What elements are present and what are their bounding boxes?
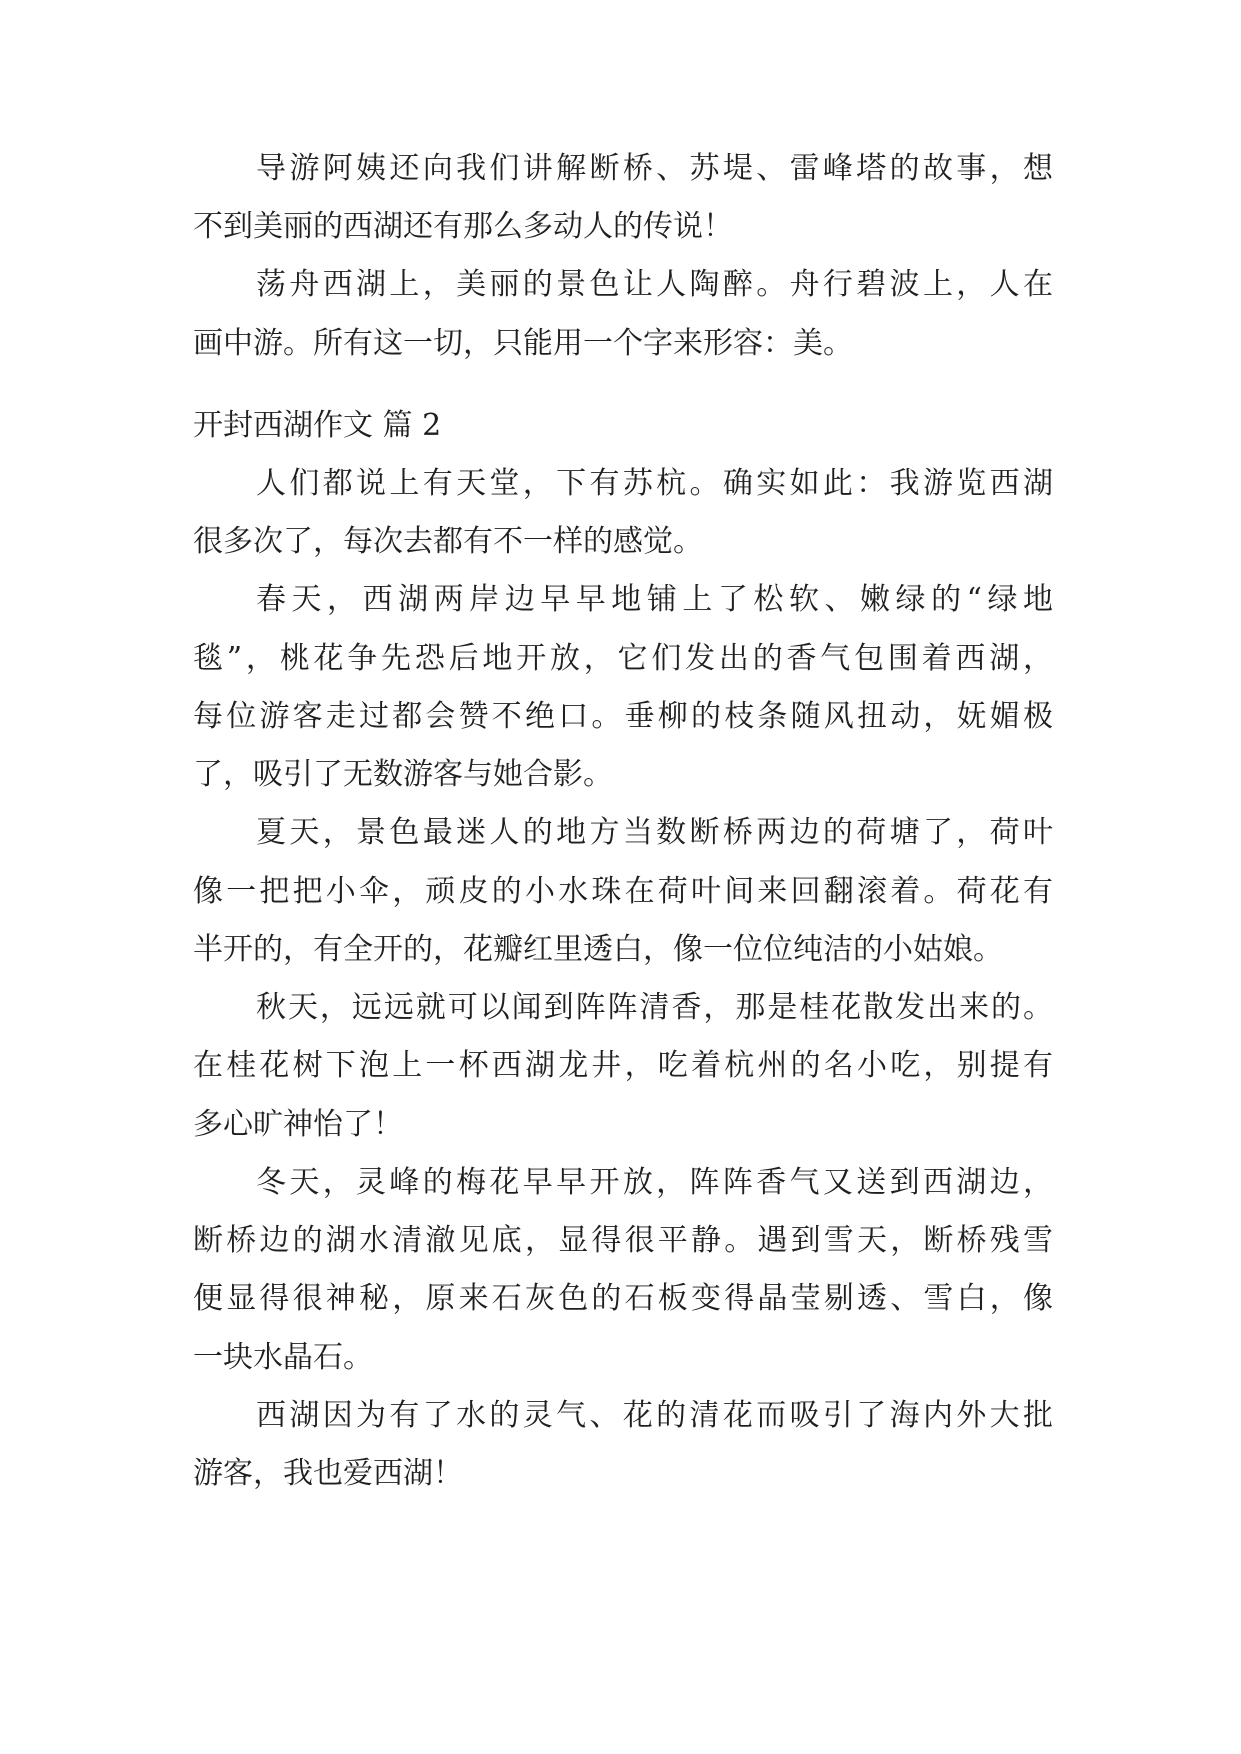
paragraph-line: 秋天，远远就可以闻到阵阵清香，那是桂花散发出来的。 xyxy=(256,990,1053,1025)
paragraph-line: 人们都说上有天堂，下有苏杭。确实如此：我游览西湖 xyxy=(256,466,1053,501)
paragraph-line: 导游阿姨还向我们讲解断桥、苏堤、雷峰塔的故事，想 xyxy=(256,151,1053,186)
paragraph-line: 一块水晶石。 xyxy=(193,1340,373,1375)
paragraph-line: 游客，我也爱西湖！ xyxy=(193,1456,463,1491)
paragraph-line: 在桂花树下泡上一杯西湖龙井，吃着杭州的名小吃，别提有 xyxy=(193,1048,1053,1083)
paragraph-line: 西湖因为有了水的灵气、花的清花而吸引了海内外大批 xyxy=(256,1398,1053,1433)
paragraph-line: 夏天，景色最迷人的地方当数断桥两边的荷塘了，荷叶 xyxy=(256,815,1053,850)
paragraph-line: 毯”，桃花争先恐后地开放，它们发出的香气包围着西湖， xyxy=(193,641,1053,676)
paragraph-line: 很多次了，每次去都有不一样的感觉。 xyxy=(193,524,703,559)
paragraph-line: 不到美丽的西湖还有那么多动人的传说！ xyxy=(193,209,733,244)
paragraph-line: 画中游。所有这一切，只能用一个字来形容：美。 xyxy=(193,326,853,361)
paragraph-line: 冬天，灵峰的梅花早早开放，阵阵香气又送到西湖边， xyxy=(256,1165,1053,1200)
section-heading: 开封西湖作文 篇 2 xyxy=(193,408,442,443)
paragraph-line: 像一把把小伞，顽皮的小水珠在荷叶间来回翻滚着。荷花有 xyxy=(193,874,1053,909)
paragraph-line: 便显得很神秘，原来石灰色的石板变得晶莹剔透、雪白，像 xyxy=(193,1281,1053,1316)
paragraph-line: 春天，西湖两岸边早早地铺上了松软、嫩绿的“绿地 xyxy=(256,582,1053,617)
paragraph-line: 多心旷神怡了！ xyxy=(193,1107,403,1142)
paragraph-line: 每位游客走过都会赞不绝口。垂柳的枝条随风扭动，妩媚极 xyxy=(193,699,1053,734)
paragraph-line: 断桥边的湖水清澈见底，显得很平静。遇到雪天，断桥残雪 xyxy=(193,1223,1053,1258)
paragraph-line: 了，吸引了无数游客与她合影。 xyxy=(193,757,613,792)
paragraph-line: 荡舟西湖上，美丽的景色让人陶醉。舟行碧波上，人在 xyxy=(256,267,1053,302)
paragraph-line: 半开的，有全开的，花瓣红里透白，像一位位纯洁的小姑娘。 xyxy=(193,932,1003,967)
